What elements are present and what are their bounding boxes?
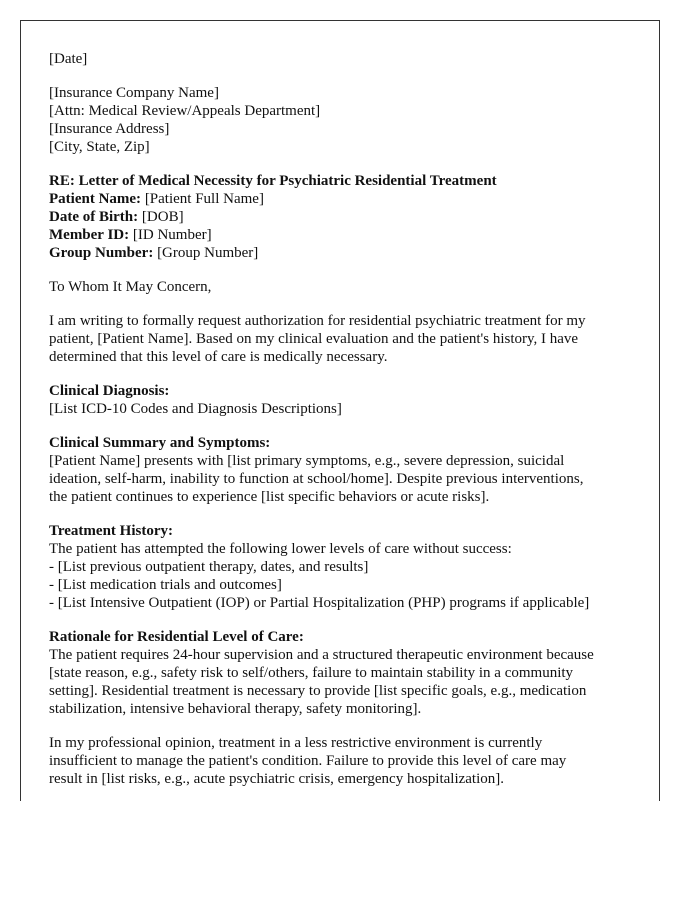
intro-paragraph [49, 312, 639, 366]
history-heading: Treatment History: [49, 523, 173, 539]
dob-value: [DOB] [138, 209, 184, 225]
patient-name-value: [Patient Full Name] [141, 191, 264, 207]
salutation-text: To Whom It May Concern, [49, 279, 212, 295]
opinion-line: In my professional opinion, treatment in a less restrictive environment is currently [49, 735, 543, 751]
history-list-item: - [List previous outpatient therapy, dates, and results] [49, 559, 369, 575]
insurance-address: [Insurance Address] [49, 121, 170, 137]
history-line: The patient has attempted the following lower levels of care without success: [49, 541, 512, 557]
diagnosis-heading: Clinical Diagnosis: [49, 383, 170, 399]
re-block [49, 172, 639, 262]
rationale-section [49, 628, 639, 718]
city-state-zip: [City, State, Zip] [49, 139, 150, 155]
rationale-line: [state reason, e.g., safety risk to self/others, failure to maintain stability in a community [49, 665, 574, 681]
history-list-item: - [List medication trials and outcomes] [49, 577, 282, 593]
salutation [49, 278, 639, 296]
history-section [49, 522, 639, 612]
opinion-paragraph [49, 734, 639, 788]
diagnosis-section [49, 382, 639, 418]
member-id-value: [ID Number] [129, 227, 212, 243]
rationale-line: stabilization, intensive behavioral therapy, safety monitoring]. [49, 701, 422, 717]
rationale-heading: Rationale for Residential Level of Care: [49, 629, 304, 645]
group-number-value: [Group Number] [153, 245, 259, 261]
patient-name-label: Patient Name: [49, 191, 142, 207]
rationale-line: The patient requires 24-hour supervision and a structured therapeutic environment because [49, 647, 594, 663]
recipient-address [49, 84, 639, 156]
rationale-line: setting]. Residential treatment is necessary to provide [list specific goals, e.g., medication [49, 683, 587, 699]
letter-page [20, 20, 660, 801]
summary-line: the patient continues to experience [list specific behaviors or acute risks]. [49, 489, 490, 505]
member-id-label: Member ID: [49, 227, 130, 243]
subject-line: RE: Letter of Medical Necessity for Psychiatric Residential Treatment [49, 173, 497, 189]
summary-section [49, 434, 639, 506]
intro-line: I am writing to formally request authorization for residential psychiatric treatment for my [49, 313, 586, 329]
attn-line: [Attn: Medical Review/Appeals Department] [49, 103, 321, 119]
patient-name-line [49, 190, 639, 208]
insurance-company: [Insurance Company Name] [49, 85, 219, 101]
summary-heading: Clinical Summary and Symptoms: [49, 435, 271, 451]
dob-label: Date of Birth: [49, 209, 139, 225]
opinion-line: insufficient to manage the patient's condition. Failure to provide this level of care may [49, 753, 567, 769]
group-number-label: Group Number: [49, 245, 154, 261]
dob-line [49, 208, 639, 226]
diagnosis-line: [List ICD-10 Codes and Diagnosis Descriptions] [49, 401, 342, 417]
member-id-line [49, 226, 639, 244]
date-text: [Date] [49, 51, 88, 67]
summary-line: ideation, self-harm, inability to function at school/home]. Despite previous interventions, [49, 471, 584, 487]
intro-line: patient, [Patient Name]. Based on my clinical evaluation and the patient's history, I have [49, 331, 579, 347]
summary-line: [Patient Name] presents with [list primary symptoms, e.g., severe depression, suicidal [49, 453, 565, 469]
opinion-line: result in [list risks, e.g., acute psychiatric crisis, emergency hospitalization]. [49, 771, 505, 787]
date [49, 50, 639, 68]
history-list-item: - [List Intensive Outpatient (IOP) or Partial Hospitalization (PHP) programs if applicable] [49, 595, 590, 611]
group-number-line [49, 244, 639, 262]
intro-line: determined that this level of care is medically necessary. [49, 349, 388, 365]
